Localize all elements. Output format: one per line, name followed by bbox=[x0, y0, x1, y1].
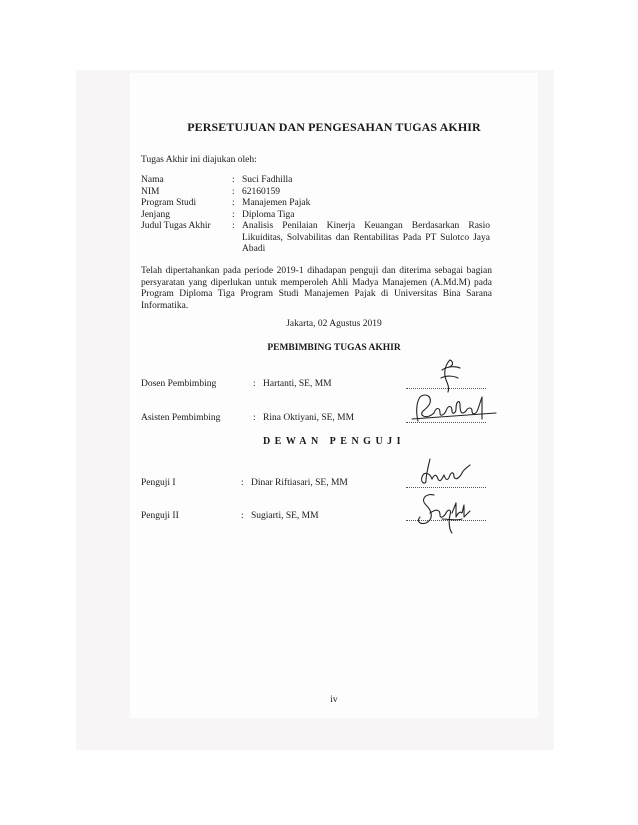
role-label: Penguji I bbox=[141, 478, 176, 488]
page-number: iv bbox=[330, 695, 338, 705]
role-label: Asisten Pembimbing bbox=[141, 413, 221, 423]
person-name: Hartanti, SE, MM bbox=[263, 379, 332, 389]
advisor-row-asisten bbox=[141, 413, 354, 423]
info-label: Judul Tugas Akhir bbox=[141, 221, 211, 231]
info-label: NIM bbox=[141, 186, 160, 197]
role-label: Penguji II bbox=[141, 511, 179, 521]
page-title: PERSETUJUAN DAN PENGESAHAN TUGAS AKHIR bbox=[187, 120, 481, 134]
examiner-row-2 bbox=[141, 511, 319, 521]
info-row-jenjang bbox=[141, 210, 490, 222]
signature-penguji-1 bbox=[416, 453, 472, 489]
place-date: Jakarta, 02 Agustus 2019 bbox=[286, 319, 382, 329]
role-label: Dosen Pembimbing bbox=[141, 379, 217, 389]
info-value: Suci Fadhilla bbox=[242, 175, 293, 185]
info-colon: : bbox=[232, 209, 235, 220]
info-colon: : bbox=[232, 221, 235, 231]
role-colon: : bbox=[253, 379, 256, 389]
info-label: Nama bbox=[141, 175, 164, 185]
role-colon: : bbox=[241, 478, 244, 488]
examiner-row-1 bbox=[141, 478, 348, 488]
role-colon: : bbox=[241, 511, 244, 521]
person-name: Dinar Riftiasari, SE, MM bbox=[251, 478, 348, 488]
role-colon: : bbox=[253, 413, 256, 423]
intro-text: Tugas Akhir ini diajukan oleh: bbox=[141, 155, 257, 165]
info-value: Diploma Tiga bbox=[242, 209, 295, 220]
info-value: Manajemen Pajak bbox=[242, 198, 311, 208]
signature-penguji-2 bbox=[412, 489, 478, 535]
info-row-nim bbox=[141, 187, 490, 199]
info-colon: : bbox=[232, 198, 235, 208]
person-name: Rina Oktiyani, SE, MM bbox=[263, 413, 355, 423]
info-label: Jenjang bbox=[141, 209, 171, 220]
document-page bbox=[130, 73, 538, 718]
student-info bbox=[141, 175, 490, 256]
signature-dosen-pembimbing bbox=[430, 356, 470, 396]
info-value: Analisis Penilaian Kinerja Keuangan Berdasarkan Rasio Likuiditas, Solvabilitas dan Rentabilitas Pada PT Sulotco Jaya Abadi bbox=[242, 221, 490, 254]
person-name: Sugiarti, SE, MM bbox=[251, 511, 319, 521]
info-label: Program Studi bbox=[141, 198, 197, 208]
info-row-nama bbox=[141, 175, 490, 187]
examiners-heading: DEWAN PENGUJI bbox=[262, 436, 406, 447]
info-colon: : bbox=[232, 186, 235, 197]
info-row-judul bbox=[141, 221, 490, 256]
advisor-row-dosen bbox=[141, 379, 332, 389]
info-value: 62160159 bbox=[242, 186, 280, 197]
info-row-program-studi bbox=[141, 198, 490, 210]
approval-paragraph: Telah dipertahankan pada periode 2019-1 dihadapan penguji dan diterima sebagai bagian persyaratan yang diperlukan untuk memperoleh Ahli Madya Manajemen (A.Md.M) pada Program Diploma Tiga Program Studi Manajemen Pajak di Universitas Bina Sarana Informatika. bbox=[141, 266, 492, 311]
info-colon: : bbox=[232, 175, 235, 185]
advisors-heading: PEMBIMBING TUGAS AKHIR bbox=[267, 343, 401, 353]
signature-asisten-pembimbing bbox=[408, 391, 500, 427]
